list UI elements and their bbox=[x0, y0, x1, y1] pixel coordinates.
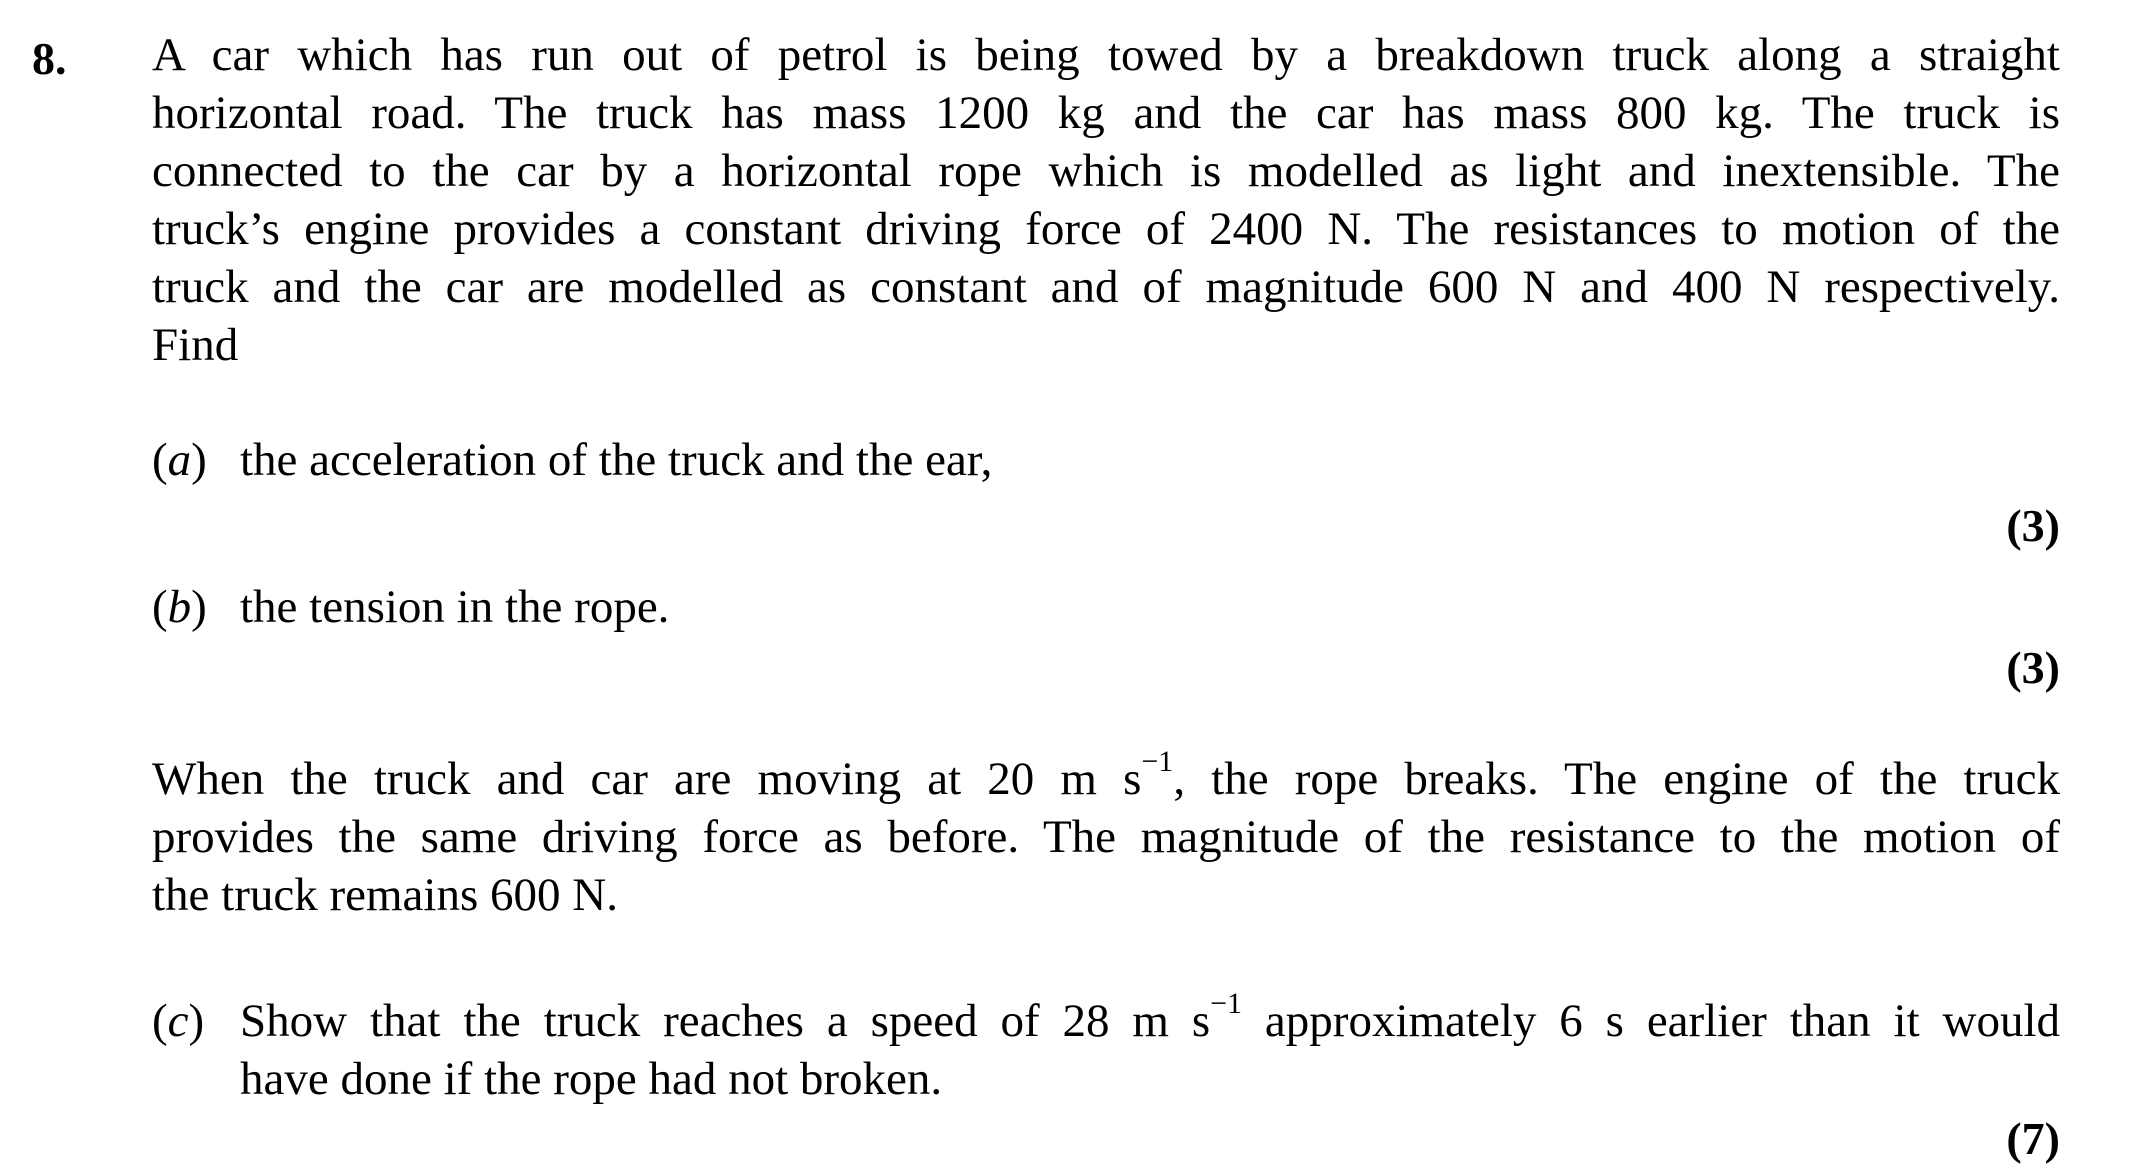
question-intro bbox=[152, 26, 2060, 374]
part-a-text: the acceleration of the truck and the ear, bbox=[240, 434, 993, 486]
part-a-text-block bbox=[240, 431, 2060, 489]
intro-line-1: A car which has run out of petrol is being towed by a breakdown truck along a straight bbox=[152, 29, 2060, 81]
part-a-label: (a) bbox=[152, 434, 207, 486]
part-c-label: (c) bbox=[152, 995, 205, 1047]
part-c-line-1 bbox=[240, 987, 2061, 1050]
part-b-text: the tension in the rope. bbox=[240, 581, 670, 633]
intro-line-5: truck and the car are modelled as constant and of magnitude 600 N and 400 N respectively. bbox=[152, 261, 2060, 313]
intro-line-6: Find bbox=[152, 319, 239, 371]
second-paragraph bbox=[152, 750, 2060, 924]
intro-line-4: truck’s engine provides a constant driving force of 2400 N. The resistances to motion of the bbox=[152, 203, 2060, 255]
question-number: 8. bbox=[32, 33, 67, 84]
second-paragraph-line-1-start: When the truck and car are moving at 20 m s bbox=[152, 753, 1142, 805]
part-a-marks: (3) bbox=[2006, 500, 2060, 551]
unit-exponent: −1 bbox=[1141, 750, 1174, 779]
part-c-line-2: have done if the rope had not broken. bbox=[240, 1053, 943, 1105]
intro-line-3: connected to the car by a horizontal rope which is modelled as light and inextensible. The bbox=[152, 145, 2060, 197]
part-b-label: (b) bbox=[152, 581, 207, 633]
part-b-marks: (3) bbox=[2006, 642, 2060, 693]
part-c-line-1-start: Show that the truck reaches a speed of 28 m s bbox=[240, 995, 1211, 1047]
part-a-letter: a bbox=[167, 434, 192, 486]
part-c-line-1-end: approximately 6 s earlier than it would bbox=[1242, 995, 2061, 1047]
part-b-letter: b bbox=[167, 581, 192, 633]
unit-exponent: −1 bbox=[1210, 987, 1243, 1021]
part-c-letter: c bbox=[167, 995, 189, 1047]
second-paragraph-line-1-end: , the rope breaks. The engine of the truck bbox=[1173, 753, 2060, 805]
intro-line-2: horizontal road. The truck has mass 1200 kg and the car has mass 800 kg. The truck is bbox=[152, 87, 2060, 139]
second-paragraph-line-3: the truck remains 600 N. bbox=[152, 869, 618, 921]
part-b-text-block bbox=[240, 578, 2060, 636]
second-paragraph-line-2: provides the same driving force as before. The magnitude of the resistance to the motion of bbox=[152, 811, 2060, 863]
second-paragraph-line-1 bbox=[152, 750, 2060, 808]
part-c-text-block bbox=[240, 987, 2061, 1108]
part-c-marks: (7) bbox=[2006, 1113, 2060, 1164]
